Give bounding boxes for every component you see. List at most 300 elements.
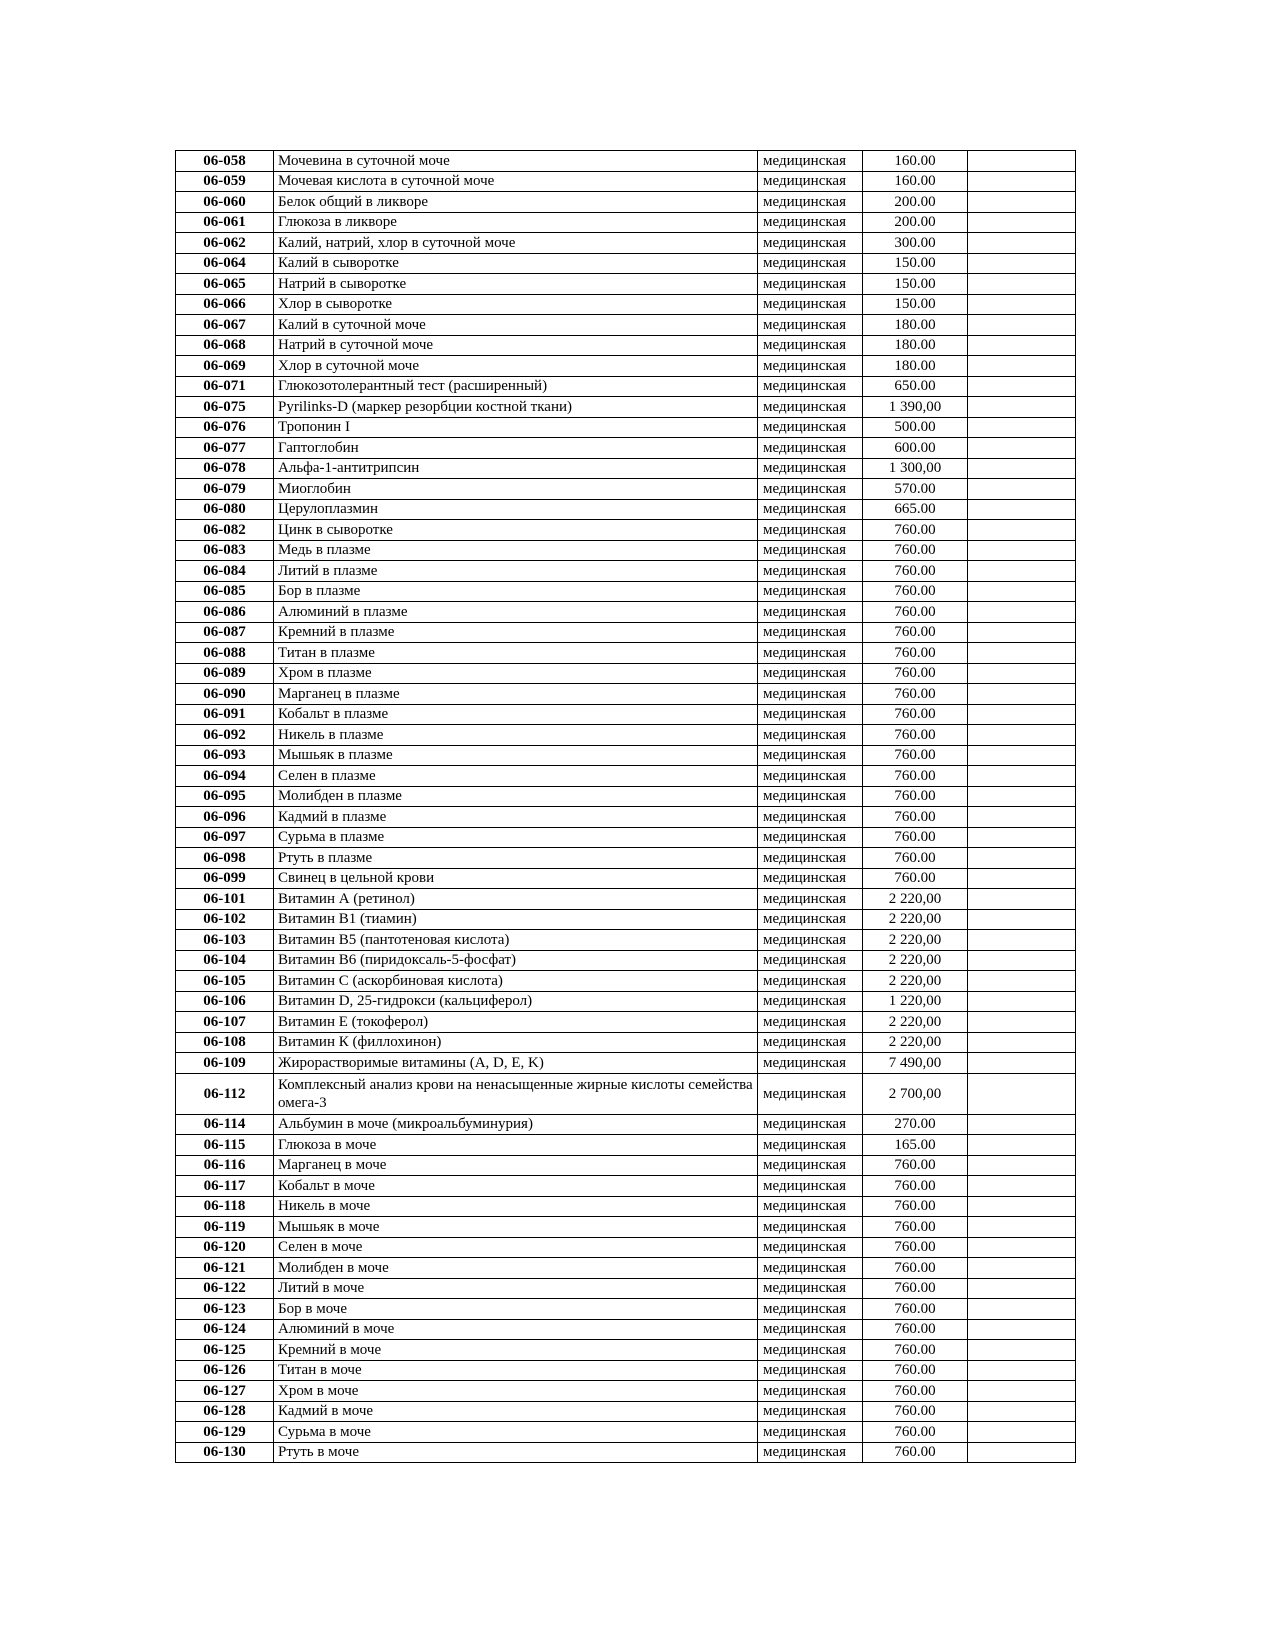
service-code: 06-118 [176,1196,274,1217]
service-name: Сурьма в моче [274,1422,758,1443]
service-price: 150.00 [863,253,968,274]
service-note [968,1278,1076,1299]
service-type: медицинская [758,725,863,746]
service-note [968,458,1076,479]
service-note [968,151,1076,172]
service-code: 06-084 [176,561,274,582]
service-name: Комплексный анализ крови на ненасыщенные жирные кислоты семейства омега-3 [274,1073,758,1114]
service-price: 2 220,00 [863,930,968,951]
service-note [968,438,1076,459]
table-row [176,1012,1076,1033]
service-note [968,294,1076,315]
service-name: Кобальт в плазме [274,704,758,725]
service-code: 06-093 [176,745,274,766]
service-note [968,909,1076,930]
table-row [176,1278,1076,1299]
service-note [968,1196,1076,1217]
service-price: 760.00 [863,1278,968,1299]
service-note [968,807,1076,828]
service-type: медицинская [758,1237,863,1258]
service-note [968,622,1076,643]
service-code: 06-058 [176,151,274,172]
service-name: Молибден в плазме [274,786,758,807]
service-type: медицинская [758,745,863,766]
service-name: Цинк в сыворотке [274,520,758,541]
service-price: 165.00 [863,1135,968,1156]
table-row [176,376,1076,397]
service-type: медицинская [758,581,863,602]
service-note [968,663,1076,684]
service-type: медицинская [758,171,863,192]
service-code: 06-098 [176,848,274,869]
service-name: Витамин В1 (тиамин) [274,909,758,930]
service-name: Молибден в моче [274,1258,758,1279]
service-type: медицинская [758,561,863,582]
table-row [176,1053,1076,1074]
service-code: 06-127 [176,1381,274,1402]
service-note [968,1012,1076,1033]
table-row [176,786,1076,807]
service-type: медицинская [758,315,863,336]
service-type: медицинская [758,1176,863,1197]
service-code: 06-078 [176,458,274,479]
service-code: 06-059 [176,171,274,192]
service-price: 180.00 [863,315,968,336]
service-type: медицинская [758,1360,863,1381]
service-note [968,479,1076,500]
service-price: 2 220,00 [863,971,968,992]
service-price: 760.00 [863,848,968,869]
service-note [968,581,1076,602]
service-price: 1 220,00 [863,991,968,1012]
service-type: медицинская [758,704,863,725]
service-name: Никель в моче [274,1196,758,1217]
service-price: 200.00 [863,192,968,213]
service-price: 760.00 [863,725,968,746]
service-name: Бор в плазме [274,581,758,602]
table-row [176,1073,1076,1114]
table-row [176,930,1076,951]
service-code: 06-092 [176,725,274,746]
service-note [968,315,1076,336]
service-name: Витамин D, 25-гидрокси (кальциферол) [274,991,758,1012]
service-name: Сурьма в плазме [274,827,758,848]
service-name: Марганец в моче [274,1155,758,1176]
service-note [968,1237,1076,1258]
table-row [176,315,1076,336]
service-code: 06-114 [176,1114,274,1135]
service-code: 06-086 [176,602,274,623]
service-type: медицинская [758,1217,863,1238]
service-type: медицинская [758,335,863,356]
service-note [968,1319,1076,1340]
service-name: Калий в сыворотке [274,253,758,274]
service-code: 06-121 [176,1258,274,1279]
service-code: 06-124 [176,1319,274,1340]
service-name: Витамин Е (токоферол) [274,1012,758,1033]
service-name: Витамин К (филлохинон) [274,1032,758,1053]
service-type: медицинская [758,1422,863,1443]
service-name: Витамин А (ретинол) [274,889,758,910]
service-code: 06-102 [176,909,274,930]
service-note [968,1053,1076,1074]
service-name: Медь в плазме [274,540,758,561]
service-note [968,540,1076,561]
service-price: 760.00 [863,602,968,623]
price-list-body [176,151,1076,1463]
service-note [968,889,1076,910]
service-price: 760.00 [863,827,968,848]
service-name: Мочевая кислота в суточной моче [274,171,758,192]
table-row [176,417,1076,438]
service-name: Натрий в суточной моче [274,335,758,356]
service-name: Марганец в плазме [274,684,758,705]
service-type: медицинская [758,376,863,397]
service-note [968,786,1076,807]
service-type: медицинская [758,848,863,869]
table-row [176,1299,1076,1320]
table-row [176,479,1076,500]
service-price: 760.00 [863,1155,968,1176]
service-note [968,1381,1076,1402]
service-price: 760.00 [863,581,968,602]
service-code: 06-117 [176,1176,274,1197]
service-type: медицинская [758,950,863,971]
service-note [968,561,1076,582]
service-type: медицинская [758,868,863,889]
service-name: Витамин В6 (пиридоксаль-5-фосфат) [274,950,758,971]
table-row [176,540,1076,561]
table-row [176,274,1076,295]
service-type: медицинская [758,356,863,377]
service-code: 06-062 [176,233,274,254]
service-price: 760.00 [863,766,968,787]
service-type: медицинская [758,889,863,910]
service-name: Мышьяк в плазме [274,745,758,766]
service-name: Селен в плазме [274,766,758,787]
service-type: медицинская [758,253,863,274]
table-row [176,212,1076,233]
service-type: медицинская [758,786,863,807]
service-price: 1 390,00 [863,397,968,418]
service-price: 760.00 [863,1196,968,1217]
service-note [968,971,1076,992]
service-code: 06-088 [176,643,274,664]
service-name: Калий в суточной моче [274,315,758,336]
service-type: медицинская [758,622,863,643]
service-price: 760.00 [863,520,968,541]
service-name: Хром в плазме [274,663,758,684]
service-note [968,233,1076,254]
service-price: 270.00 [863,1114,968,1135]
table-row [176,643,1076,664]
service-price: 760.00 [863,540,968,561]
service-type: медицинская [758,1073,863,1114]
table-row [176,663,1076,684]
table-row [176,335,1076,356]
service-type: медицинская [758,417,863,438]
service-type: медицинская [758,930,863,951]
service-name: Хлор в суточной моче [274,356,758,377]
table-row [176,192,1076,213]
table-row [176,1422,1076,1443]
service-name: Алюминий в плазме [274,602,758,623]
service-name: Альбумин в моче (микроальбуминурия) [274,1114,758,1135]
table-row [176,294,1076,315]
price-list-table [175,150,1076,1463]
service-code: 06-069 [176,356,274,377]
service-code: 06-077 [176,438,274,459]
service-note [968,950,1076,971]
service-price: 760.00 [863,1340,968,1361]
service-price: 2 220,00 [863,909,968,930]
service-type: медицинская [758,1135,863,1156]
service-type: медицинская [758,1319,863,1340]
table-row [176,704,1076,725]
service-code: 06-104 [176,950,274,971]
table-row [176,1340,1076,1361]
service-code: 06-116 [176,1155,274,1176]
service-name: Кремний в моче [274,1340,758,1361]
table-row [176,397,1076,418]
table-row [176,889,1076,910]
service-name: Никель в плазме [274,725,758,746]
service-type: медицинская [758,1299,863,1320]
service-note [968,1401,1076,1422]
service-code: 06-109 [176,1053,274,1074]
service-type: медицинская [758,274,863,295]
service-name: Кадмий в моче [274,1401,758,1422]
service-name: Тропонин I [274,417,758,438]
table-row [176,827,1076,848]
service-code: 06-087 [176,622,274,643]
service-note [968,1032,1076,1053]
service-type: медицинская [758,684,863,705]
table-row [176,1176,1076,1197]
service-price: 2 220,00 [863,1012,968,1033]
service-price: 760.00 [863,684,968,705]
table-row [176,1155,1076,1176]
service-name: Селен в моче [274,1237,758,1258]
table-row [176,684,1076,705]
service-note [968,171,1076,192]
service-type: медицинская [758,233,863,254]
service-type: медицинская [758,807,863,828]
service-name: Ртуть в плазме [274,848,758,869]
service-name: Кобальт в моче [274,1176,758,1197]
service-name: Свинец в цельной крови [274,868,758,889]
table-row [176,1032,1076,1053]
table-row [176,622,1076,643]
service-note [968,930,1076,951]
service-code: 06-125 [176,1340,274,1361]
service-note [968,356,1076,377]
service-price: 760.00 [863,1299,968,1320]
service-name: Глюкозотолерантный тест (расширенный) [274,376,758,397]
service-type: медицинская [758,458,863,479]
service-code: 06-112 [176,1073,274,1114]
service-type: медицинская [758,971,863,992]
service-code: 06-064 [176,253,274,274]
table-row [176,745,1076,766]
service-price: 150.00 [863,274,968,295]
service-price: 160.00 [863,151,968,172]
service-code: 06-067 [176,315,274,336]
service-note [968,1422,1076,1443]
service-type: медицинская [758,663,863,684]
service-code: 06-071 [176,376,274,397]
table-row [176,561,1076,582]
table-row [176,356,1076,377]
service-price: 7 490,00 [863,1053,968,1074]
service-name: Глюкоза в моче [274,1135,758,1156]
service-name: Мочевина в суточной моче [274,151,758,172]
service-code: 06-065 [176,274,274,295]
service-note [968,274,1076,295]
service-name: Хром в моче [274,1381,758,1402]
service-note [968,335,1076,356]
service-price: 760.00 [863,786,968,807]
service-price: 760.00 [863,807,968,828]
service-type: медицинская [758,766,863,787]
service-type: медицинская [758,1155,863,1176]
table-row [176,581,1076,602]
service-type: медицинская [758,1032,863,1053]
service-name: Витамин В5 (пантотеновая кислота) [274,930,758,951]
service-code: 06-101 [176,889,274,910]
service-note [968,991,1076,1012]
service-name: Pyrilinks-D (маркер резорбции костной ткани) [274,397,758,418]
table-row [176,1258,1076,1279]
service-note [968,499,1076,520]
service-name: Литий в моче [274,1278,758,1299]
table-row [176,151,1076,172]
service-type: медицинская [758,151,863,172]
service-note [968,1073,1076,1114]
service-code: 06-091 [176,704,274,725]
service-code: 06-066 [176,294,274,315]
service-name: Литий в плазме [274,561,758,582]
service-type: медицинская [758,1114,863,1135]
service-price: 300.00 [863,233,968,254]
service-code: 06-126 [176,1360,274,1381]
service-price: 760.00 [863,622,968,643]
table-row [176,725,1076,746]
service-code: 06-080 [176,499,274,520]
service-price: 2 220,00 [863,950,968,971]
service-type: медицинская [758,520,863,541]
service-type: медицинская [758,909,863,930]
service-code: 06-085 [176,581,274,602]
service-code: 06-094 [176,766,274,787]
service-price: 760.00 [863,1422,968,1443]
service-code: 06-082 [176,520,274,541]
service-code: 06-090 [176,684,274,705]
table-row [176,1237,1076,1258]
service-price: 2 220,00 [863,889,968,910]
table-row [176,971,1076,992]
service-name: Титан в плазме [274,643,758,664]
table-row [176,1217,1076,1238]
service-code: 06-083 [176,540,274,561]
service-price: 600.00 [863,438,968,459]
service-code: 06-130 [176,1442,274,1463]
service-code: 06-107 [176,1012,274,1033]
service-code: 06-060 [176,192,274,213]
service-code: 06-105 [176,971,274,992]
service-type: медицинская [758,212,863,233]
service-note [968,1360,1076,1381]
service-name: Глюкоза в ликворе [274,212,758,233]
service-price: 760.00 [863,1319,968,1340]
table-row [176,602,1076,623]
service-price: 760.00 [863,1360,968,1381]
service-code: 06-061 [176,212,274,233]
service-note [968,704,1076,725]
service-note [968,766,1076,787]
service-type: медицинская [758,1012,863,1033]
service-type: медицинская [758,1401,863,1422]
service-type: медицинская [758,1381,863,1402]
service-type: медицинская [758,540,863,561]
service-name: Жирорастворимые витамины (A, D, E, K) [274,1053,758,1074]
service-code: 06-106 [176,991,274,1012]
service-name: Витамин С (аскорбиновая кислота) [274,971,758,992]
service-code: 06-099 [176,868,274,889]
service-price: 570.00 [863,479,968,500]
table-row [176,253,1076,274]
service-name: Титан в моче [274,1360,758,1381]
table-row [176,171,1076,192]
service-price: 200.00 [863,212,968,233]
service-price: 760.00 [863,1401,968,1422]
service-note [968,745,1076,766]
service-price: 2 220,00 [863,1032,968,1053]
service-name: Церулоплазмин [274,499,758,520]
table-row [176,1442,1076,1463]
service-note [968,725,1076,746]
service-type: медицинская [758,438,863,459]
table-row [176,458,1076,479]
service-name: Кремний в плазме [274,622,758,643]
service-code: 06-103 [176,930,274,951]
service-code: 06-120 [176,1237,274,1258]
service-price: 760.00 [863,1176,968,1197]
service-name: Миоглобин [274,479,758,500]
service-price: 150.00 [863,294,968,315]
table-row [176,1196,1076,1217]
table-row [176,950,1076,971]
service-code: 06-097 [176,827,274,848]
service-note [968,1258,1076,1279]
service-type: медицинская [758,1278,863,1299]
service-price: 760.00 [863,704,968,725]
service-type: медицинская [758,479,863,500]
service-code: 06-068 [176,335,274,356]
service-note [968,1114,1076,1135]
service-price: 760.00 [863,745,968,766]
table-row [176,848,1076,869]
service-type: медицинская [758,192,863,213]
service-name: Алюминий в моче [274,1319,758,1340]
service-code: 06-108 [176,1032,274,1053]
service-type: медицинская [758,1053,863,1074]
service-note [968,1299,1076,1320]
service-code: 06-075 [176,397,274,418]
table-row [176,1401,1076,1422]
service-price: 180.00 [863,335,968,356]
service-note [968,1135,1076,1156]
